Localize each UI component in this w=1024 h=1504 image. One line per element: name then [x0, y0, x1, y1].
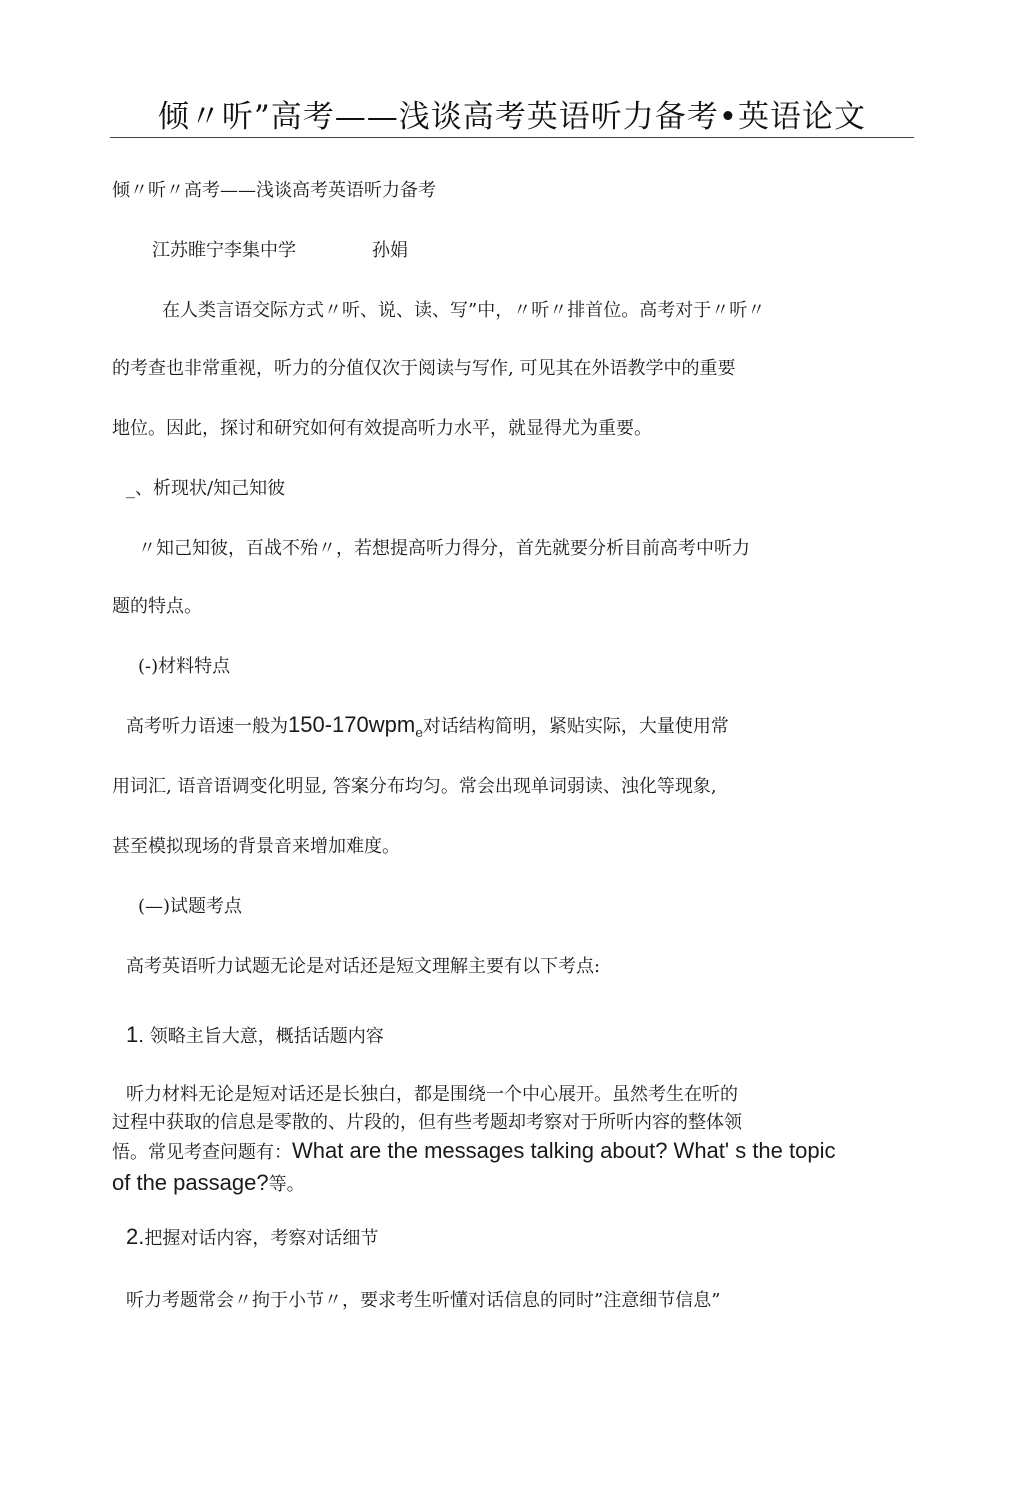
- intro-line-3: 地位。因此，探讨和研究如何有效提高听力水平，就显得尤为重要。: [112, 418, 652, 439]
- point-2-heading: [126, 1224, 378, 1252]
- title-underline: [110, 137, 914, 138]
- intro-line-2: 的考查也非常重视，听力的分值仅次于阅读与写作, 可见其在外语教学中的重要: [112, 358, 736, 379]
- point-1-line-1: 听力材料无论是短对话还是长独白，都是围绕一个中心展开。虽然考生在听的: [126, 1084, 738, 1105]
- material-line-1-text-a: 高考听力语速一般为: [126, 716, 288, 737]
- article-subtitle: 倾〃听〃高考——浅谈高考英语听力备考: [112, 180, 436, 201]
- subsection-2-heading: (—)试题考点: [138, 896, 243, 917]
- point-1-line-3-text: 悟。常见考查问题有：: [112, 1142, 292, 1163]
- point-1-line-2: 过程中获取的信息是零散的、片段的，但有些考题却考察对于所听内容的整体领: [112, 1112, 742, 1133]
- material-line-1: [126, 712, 729, 747]
- material-line-2: 用词汇, 语音语调变化明显, 答案分布均匀。常会出现单词弱读、浊化等现象,: [112, 776, 717, 797]
- section-1-line-1: 〃知己知彼，百战不殆〃，若想提高听力得分，首先就要分析目前高考中听力: [138, 538, 750, 559]
- point-1-number: 1: [126, 1022, 139, 1047]
- example-question-1: What are the messages talking about? What' s the topic: [292, 1138, 836, 1163]
- point-2-number: 2.: [126, 1224, 145, 1249]
- point-1-line-4-text: 等。: [268, 1174, 305, 1195]
- points-intro: 高考英语听力试题无论是对话还是短文理解主要有以下考点:: [126, 956, 601, 977]
- material-line-3: 甚至模拟现场的背景音来增加难度。: [112, 836, 400, 857]
- section-1-line-2: 题的特点。: [112, 596, 202, 617]
- author-school: 江苏睢宁李集中学: [152, 240, 296, 261]
- example-question-2: of the passage?: [112, 1170, 269, 1195]
- section-1-heading: _、析现状/知己知彼: [126, 478, 286, 499]
- point-1-title: . 领略主旨大意，概括话题内容: [138, 1026, 384, 1047]
- point-2-title: 把握对话内容，考察对话细节: [144, 1228, 379, 1249]
- speech-rate-value: 150-170wpm: [288, 712, 416, 737]
- material-line-1-subscript: e: [415, 726, 423, 741]
- point-2-line-1: 听力考题常会〃拘于小节〃，要求考生听懂对话信息的同时”注意细节信息”: [126, 1290, 721, 1311]
- material-line-1-text-d: 对话结构简明，紧贴实际，大量使用常: [422, 716, 729, 737]
- author-name: 孙娟: [372, 240, 408, 261]
- intro-line-1: 在人类言语交际方式〃听、说、读、写”中，〃听〃排首位。高考对于〃听〃: [162, 300, 766, 321]
- point-1-line-4: [112, 1170, 305, 1198]
- subsection-1-heading: (-)材料特点: [138, 656, 231, 677]
- point-1-line-3: [112, 1138, 836, 1166]
- document-title: 倾〃听”高考——浅谈高考英语听力备考•英语论文: [157, 99, 867, 135]
- point-1-heading: [126, 1022, 384, 1050]
